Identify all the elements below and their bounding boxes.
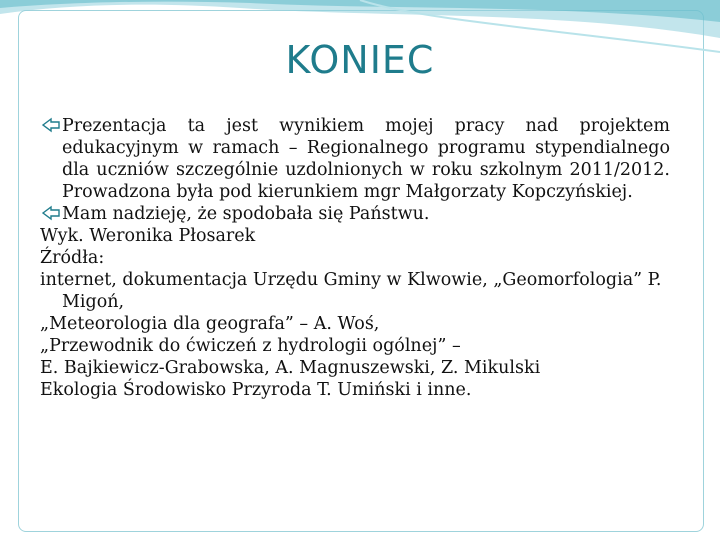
source-line: internet, dokumentacja Urzędu Gminy w Klwowie, „Geomorfologia” P. Migoń, [40,270,662,312]
bullet-item [40,115,670,203]
source-line: „Meteorologia dla geografa” – A. Woś, [40,314,380,334]
slide-content [40,115,670,401]
bullet-item [40,203,670,225]
wingding-bullet-icon [42,205,60,221]
source-line: „Przewodnik do ćwiczeń z hydrologii ogólnej” – [40,336,461,356]
bullet-text: Prezentacja ta jest wynikiem mojej pracy nad projektem edukacyjnym w ramach – Regionalnego programu stypendialnego dla uczniów szczególnie uzdolnionych w roku szkolnym 2011/2012. Prowadzona była pod kierunkiem mgr Małgorzaty Kopczyńskiej. [62,116,670,202]
bullet-text: Mam nadzieję, że spodobała się Państwu. [62,204,430,224]
sources-heading: Źródła: [40,248,105,268]
source-line: Ekologia Środowisko Przyroda T. Umiński i inne. [40,380,472,400]
source-line: E. Bajkiewicz-Grabowska, A. Magnuszewski, Z. Mikulski [40,358,541,378]
slide-title: KONIEC [285,38,435,82]
wingding-bullet-icon [42,117,60,133]
author-line: Wyk. Weronika Płosarek [40,226,256,246]
